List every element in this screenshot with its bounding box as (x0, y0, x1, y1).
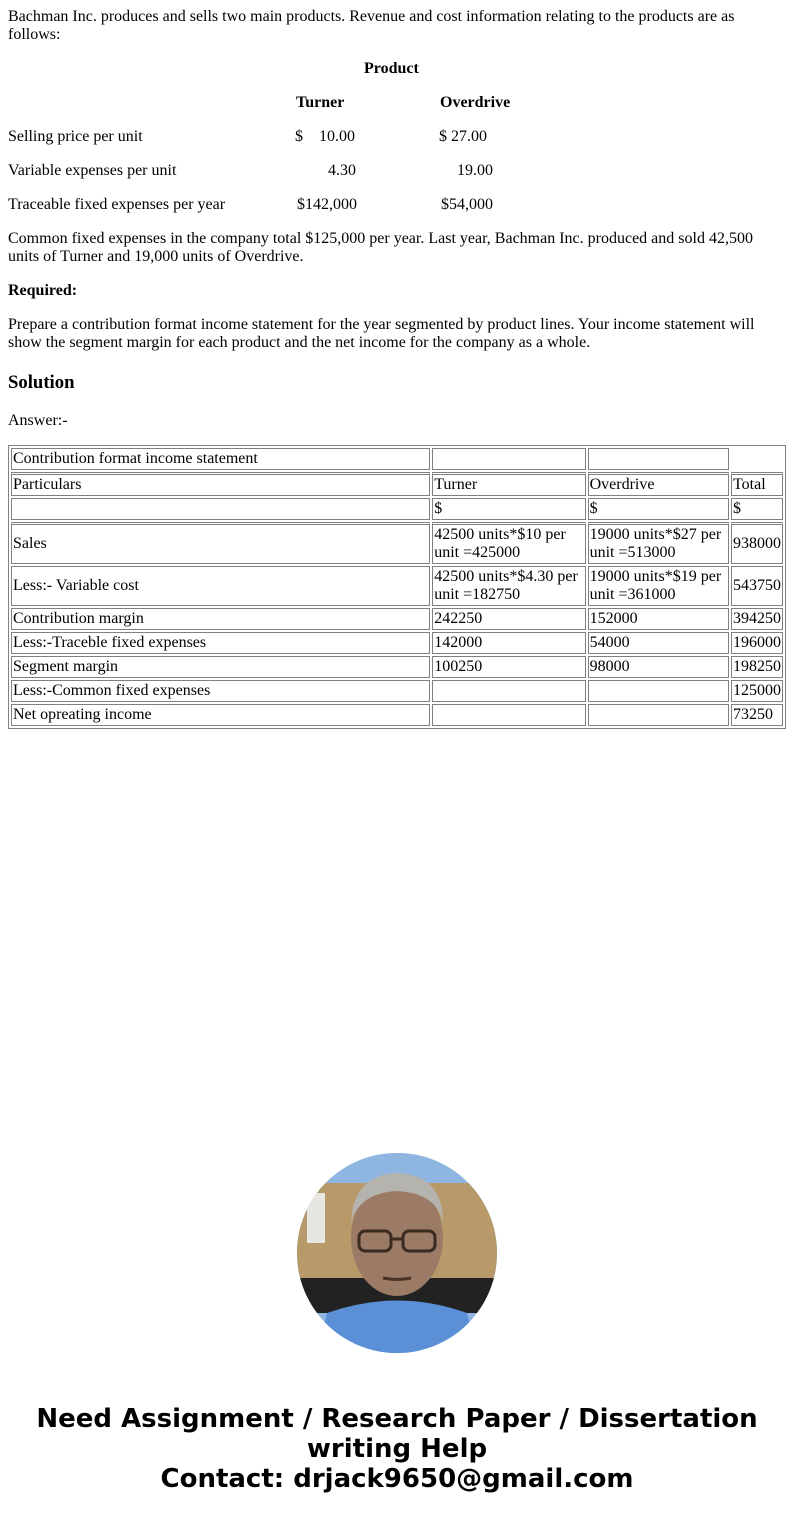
currency-row (11, 498, 783, 520)
promo-banner (0, 1404, 794, 1494)
header-turner: Turner (432, 472, 585, 496)
overdrive-value: 19000 units*$19 per unit =361000 (588, 566, 729, 606)
turner-traceable-fixed: $142,000 (297, 196, 357, 213)
currency-empty (11, 498, 430, 520)
header-total: Total (731, 472, 783, 496)
row-label: Less:- Variable cost (11, 566, 430, 606)
table-row (11, 680, 783, 702)
total-value: 394250 (731, 608, 783, 630)
turner-value: 100250 (432, 656, 585, 678)
turner-variable-expenses: 4.30 (328, 162, 356, 179)
table-row (11, 632, 783, 654)
turner-value: 42500 units*$10 per unit =425000 (432, 522, 585, 564)
turner-value: 142000 (432, 632, 585, 654)
row-label: Net opreating income (11, 704, 430, 726)
table-row (11, 522, 783, 564)
portrait-icon (297, 1153, 497, 1353)
turner-value: 242250 (432, 608, 585, 630)
intro-paragraph (8, 8, 778, 44)
table-row (11, 566, 783, 606)
row-label-traceable-fixed: Traceable fixed expenses per year (8, 196, 226, 213)
overdrive-traceable-fixed: $54,000 (441, 196, 493, 213)
overdrive-value: 19000 units*$27 per unit =513000 (588, 522, 729, 564)
promo-contact: Contact: drjack9650@gmail.com (160, 1464, 634, 1494)
intro-text: Bachman Inc. produces and sells two main products. Revenue and cost information relating to the products are as follows: (8, 8, 735, 43)
total-value: 938000 (731, 522, 783, 564)
row-label: Less:-Traceble fixed expenses (11, 632, 430, 654)
row-label: Contribution margin (11, 608, 430, 630)
turner-value (432, 680, 585, 702)
total-value: 196000 (731, 632, 783, 654)
row-label-variable-expenses: Variable expenses per unit (8, 162, 177, 179)
table-row (11, 608, 783, 630)
required-text: Prepare a contribution format income statement for the year segmented by product lines. Your income statement will show the segment margin for each product and the net income for the company as a whole. (8, 316, 755, 351)
currency-total: $ (731, 498, 783, 520)
empty-cell (588, 448, 729, 470)
common-fixed-text: Common fixed expenses in the company total $125,000 per year. Last year, Bachman Inc. produced and sold 42,500 units of Turner and 19,000 units of Overdrive. (8, 230, 753, 265)
empty-cell (432, 448, 585, 470)
total-value: 198250 (731, 656, 783, 678)
turner-selling-price: $ 10.00 (295, 128, 355, 145)
overdrive-value: 152000 (588, 608, 729, 630)
promo-line-2: writing Help (306, 1434, 488, 1464)
table-row (11, 704, 783, 726)
table-title-row (11, 448, 783, 470)
solution-heading: Solution (8, 372, 75, 393)
overdrive-value (588, 704, 729, 726)
table-row (11, 656, 783, 678)
row-label-selling-price: Selling price per unit (8, 128, 143, 145)
header-particulars: Particulars (11, 472, 430, 496)
overdrive-value (588, 680, 729, 702)
total-value: 73250 (731, 704, 783, 726)
product-header: Product (364, 60, 419, 77)
currency-turner: $ (432, 498, 585, 520)
overdrive-selling-price: $ 27.00 (439, 128, 487, 145)
answer-label: Answer:- (8, 412, 68, 429)
income-statement-table (8, 445, 786, 729)
row-label: Less:-Common fixed expenses (11, 680, 430, 702)
promo-line-1: Need Assignment / Research Paper / Dissertation (36, 1404, 758, 1434)
total-value: 125000 (731, 680, 783, 702)
row-label: Segment margin (11, 656, 430, 678)
required-label: Required: (8, 282, 78, 299)
overdrive-value: 54000 (588, 632, 729, 654)
header-overdrive: Overdrive (588, 472, 729, 496)
statement-title: Contribution format income statement (11, 448, 430, 470)
total-value: 543750 (731, 566, 783, 606)
overdrive-value: 98000 (588, 656, 729, 678)
column-overdrive: Overdrive (440, 94, 511, 111)
table-header-row (11, 472, 783, 496)
overdrive-variable-expenses: 19.00 (457, 162, 493, 179)
row-label: Sales (11, 522, 430, 564)
turner-value (432, 704, 585, 726)
turner-value: 42500 units*$4.30 per unit =182750 (432, 566, 585, 606)
currency-overdrive: $ (588, 498, 729, 520)
author-avatar (297, 1153, 497, 1353)
required-paragraph (8, 316, 778, 352)
column-turner: Turner (296, 94, 345, 111)
common-fixed-paragraph (8, 230, 778, 266)
